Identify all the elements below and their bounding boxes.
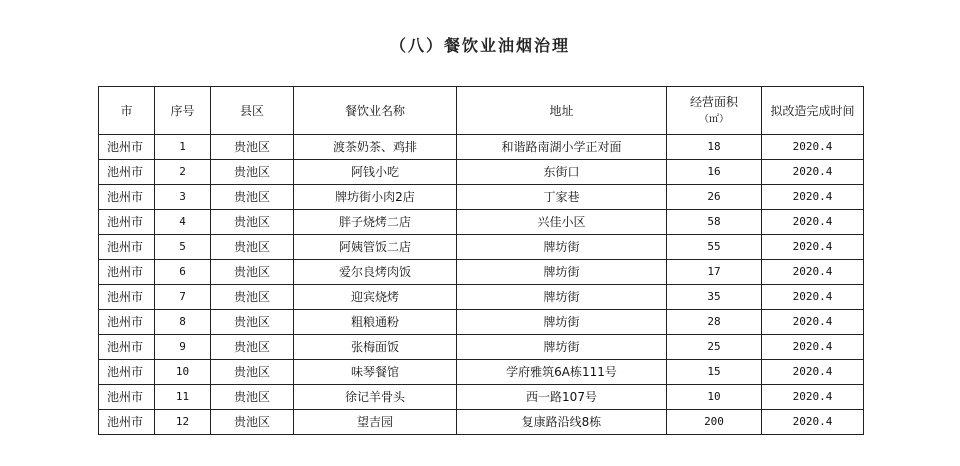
cell-seq: 6 [155, 260, 211, 285]
cell-address: 牌坊街 [457, 285, 667, 310]
header-address: 地址 [457, 87, 667, 135]
cell-deadline: 2020.4 [762, 260, 864, 285]
cell-city: 池州市 [99, 235, 155, 260]
cell-city: 池州市 [99, 360, 155, 385]
table-row [99, 185, 864, 210]
table-row [99, 160, 864, 185]
cell-area: 15 [667, 360, 762, 385]
cell-name: 牌坊街小肉2店 [294, 185, 457, 210]
cell-city: 池州市 [99, 260, 155, 285]
cell-city: 池州市 [99, 285, 155, 310]
cell-area: 58 [667, 210, 762, 235]
cell-city: 池州市 [99, 410, 155, 435]
table-row [99, 385, 864, 410]
cell-area: 28 [667, 310, 762, 335]
cell-county: 贵池区 [211, 360, 294, 385]
cell-area: 25 [667, 335, 762, 360]
header-area-label: 经营面积 [689, 94, 738, 109]
cell-name: 望吉园 [294, 410, 457, 435]
cell-address: 复康路沿线8栋 [457, 410, 667, 435]
cell-seq: 11 [155, 385, 211, 410]
cell-deadline: 2020.4 [762, 285, 864, 310]
cell-county: 贵池区 [211, 235, 294, 260]
cell-county: 贵池区 [211, 160, 294, 185]
table-row [99, 135, 864, 160]
table-row [99, 410, 864, 435]
cell-seq: 3 [155, 185, 211, 210]
cell-deadline: 2020.4 [762, 360, 864, 385]
cell-area: 200 [667, 410, 762, 435]
cell-area: 10 [667, 385, 762, 410]
table-row [99, 285, 864, 310]
cell-seq: 9 [155, 335, 211, 360]
cell-city: 池州市 [99, 210, 155, 235]
table-row [99, 360, 864, 385]
cell-name: 粗粮通粉 [294, 310, 457, 335]
cell-name: 渡茶奶茶、鸡排 [294, 135, 457, 160]
cell-address: 丁家巷 [457, 185, 667, 210]
cell-address: 牌坊街 [457, 335, 667, 360]
header-seq: 序号 [155, 87, 211, 135]
cell-city: 池州市 [99, 160, 155, 185]
table-header-row [99, 87, 864, 135]
cell-name: 迎宾烧烤 [294, 285, 457, 310]
cell-city: 池州市 [99, 135, 155, 160]
cell-seq: 2 [155, 160, 211, 185]
cell-seq: 7 [155, 285, 211, 310]
cell-area: 55 [667, 235, 762, 260]
cell-deadline: 2020.4 [762, 310, 864, 335]
cell-seq: 12 [155, 410, 211, 435]
cell-address: 兴佳小区 [457, 210, 667, 235]
cell-city: 池州市 [99, 385, 155, 410]
cell-address: 学府雅筑6A栋111号 [457, 360, 667, 385]
cell-seq: 10 [155, 360, 211, 385]
cell-address: 东街口 [457, 160, 667, 185]
cell-address: 牌坊街 [457, 310, 667, 335]
cell-deadline: 2020.4 [762, 210, 864, 235]
cell-address: 牌坊街 [457, 260, 667, 285]
table-row [99, 260, 864, 285]
table-row [99, 335, 864, 360]
cell-name: 张梅面饭 [294, 335, 457, 360]
cell-county: 贵池区 [211, 310, 294, 335]
cell-county: 贵池区 [211, 210, 294, 235]
header-county: 县区 [211, 87, 294, 135]
table-row [99, 235, 864, 260]
cell-name: 徐记羊骨头 [294, 385, 457, 410]
cell-seq: 8 [155, 310, 211, 335]
cell-name: 阿姨管饭二店 [294, 235, 457, 260]
cell-county: 贵池区 [211, 135, 294, 160]
header-area [667, 87, 762, 135]
cell-county: 贵池区 [211, 285, 294, 310]
cell-seq: 1 [155, 135, 211, 160]
cell-deadline: 2020.4 [762, 235, 864, 260]
table-row [99, 210, 864, 235]
table-row [99, 310, 864, 335]
cell-area: 16 [667, 160, 762, 185]
cell-deadline: 2020.4 [762, 160, 864, 185]
cell-deadline: 2020.4 [762, 135, 864, 160]
cell-seq: 5 [155, 235, 211, 260]
table-body [99, 135, 864, 435]
cell-deadline: 2020.4 [762, 335, 864, 360]
cell-county: 贵池区 [211, 260, 294, 285]
header-deadline: 拟改造完成时间 [762, 87, 864, 135]
cell-deadline: 2020.4 [762, 385, 864, 410]
cell-area: 18 [667, 135, 762, 160]
cell-area: 17 [667, 260, 762, 285]
cell-name: 阿钱小吃 [294, 160, 457, 185]
cell-city: 池州市 [99, 335, 155, 360]
header-area-unit: （㎡） [699, 113, 729, 125]
cell-address: 和谐路南湖小学正对面 [457, 135, 667, 160]
cell-county: 贵池区 [211, 410, 294, 435]
cell-county: 贵池区 [211, 335, 294, 360]
cell-name: 爱尔良烤肉饭 [294, 260, 457, 285]
cell-deadline: 2020.4 [762, 410, 864, 435]
cell-seq: 4 [155, 210, 211, 235]
cell-name: 味琴餐馆 [294, 360, 457, 385]
header-name: 餐饮业名称 [294, 87, 457, 135]
cell-deadline: 2020.4 [762, 185, 864, 210]
cell-area: 26 [667, 185, 762, 210]
cell-name: 胖子烧烤二店 [294, 210, 457, 235]
cell-area: 35 [667, 285, 762, 310]
cell-city: 池州市 [99, 310, 155, 335]
header-city: 市 [99, 87, 155, 135]
cell-county: 贵池区 [211, 185, 294, 210]
cell-city: 池州市 [99, 185, 155, 210]
cell-address: 西一路107号 [457, 385, 667, 410]
cell-address: 牌坊街 [457, 235, 667, 260]
section-title: （八）餐饮业油烟治理 [389, 36, 570, 55]
restaurant-fume-table [98, 86, 864, 435]
cell-county: 贵池区 [211, 385, 294, 410]
